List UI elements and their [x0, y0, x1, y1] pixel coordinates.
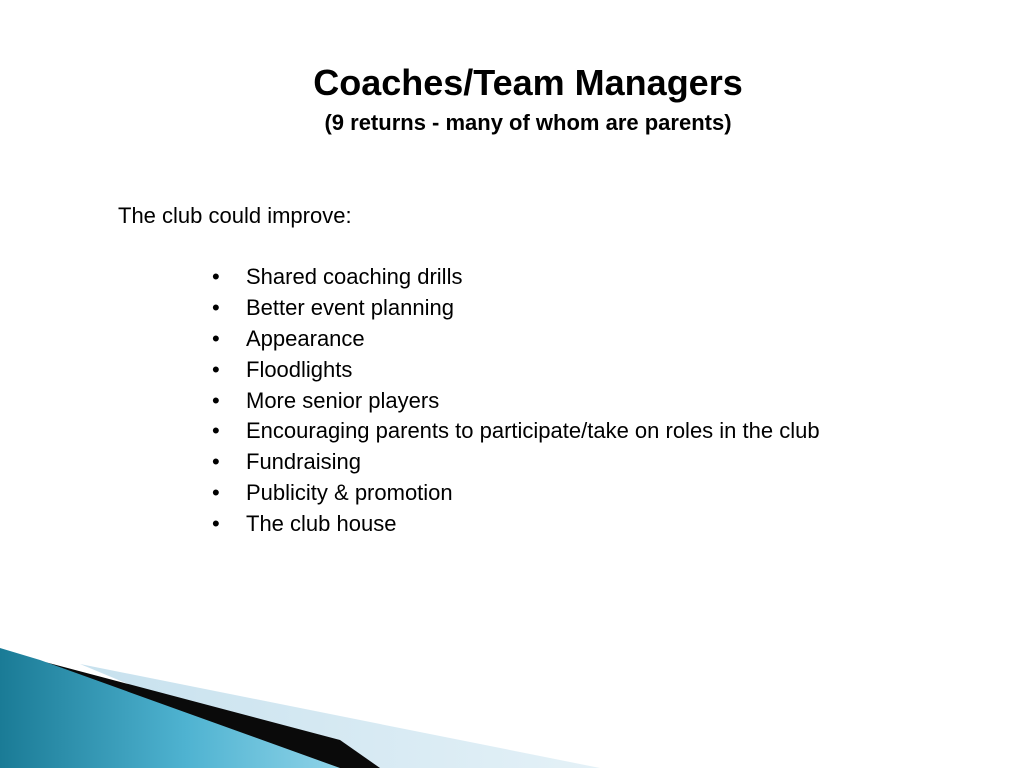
- bullet-item: [212, 324, 820, 355]
- bullet-item: [212, 447, 820, 478]
- bullet-text: Fundraising: [246, 449, 361, 475]
- bullet-item: [212, 386, 820, 417]
- bullet-item: [212, 262, 820, 293]
- teal-swoosh: [0, 648, 340, 768]
- bullet-text: Appearance: [246, 325, 365, 351]
- intro-text: The club could improve:: [118, 203, 352, 228]
- bullet-dot: •: [212, 480, 220, 506]
- light-blue-swoosh: [80, 664, 600, 768]
- black-swoosh: [45, 662, 380, 768]
- bullet-dot: •: [212, 264, 220, 289]
- bullet-dot: •: [212, 387, 220, 413]
- bullet-text: Better event planning: [246, 294, 454, 320]
- bullet-item: [212, 416, 820, 447]
- bullet-dot: •: [212, 511, 220, 537]
- bullet-dot: •: [212, 325, 220, 351]
- bullet-text: Floodlights: [246, 356, 353, 382]
- bullet-item: [212, 509, 820, 540]
- bullet-item: [212, 478, 820, 509]
- bullet-item: [212, 293, 820, 324]
- bullet-text: The club house: [246, 511, 397, 537]
- bullet-item: [212, 355, 820, 386]
- bullet-list: [212, 262, 820, 540]
- slide-subtitle: (9 returns - many of whom are parents): [324, 110, 732, 135]
- bullet-dot: •: [212, 356, 220, 382]
- bullet-text: Shared coaching drills: [246, 264, 463, 289]
- bullet-text: More senior players: [246, 387, 440, 413]
- slide-title: Coaches/Team Managers: [313, 62, 743, 103]
- bullet-dot: •: [212, 294, 220, 320]
- bullet-dot: •: [212, 418, 220, 444]
- bullet-text: Encouraging parents to participate/take on roles in the club: [246, 418, 820, 444]
- bullet-text: Publicity & promotion: [246, 480, 453, 506]
- bullet-dot: •: [212, 449, 220, 475]
